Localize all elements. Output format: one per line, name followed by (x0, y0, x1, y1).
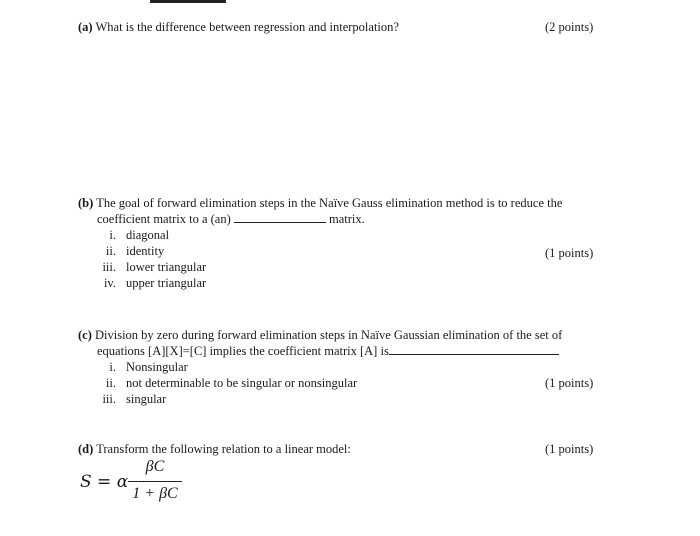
option-number: ii. (105, 244, 116, 258)
option-number: i. (109, 360, 116, 374)
option-text: singular (126, 392, 167, 406)
option-b-2 (90, 244, 164, 259)
question-c-line1 (78, 328, 562, 343)
question-a-points: (2 points) (545, 20, 594, 34)
question-b-points: (1 points) (545, 246, 594, 260)
top-rule (150, 0, 226, 3)
option-c-3 (90, 392, 166, 407)
answer-blank-c[interactable] (389, 345, 559, 355)
option-text: Nonsingular (126, 360, 188, 374)
option-number: i. (109, 228, 116, 242)
option-b-3 (90, 260, 206, 275)
question-a (78, 20, 399, 35)
question-c-label: (c) (78, 328, 92, 342)
option-text: not determinable to be singular or nonsingular (126, 376, 358, 390)
question-b-line1 (78, 196, 562, 211)
option-number: iii. (102, 392, 116, 406)
option-c-2 (90, 376, 357, 391)
option-text: diagonal (126, 228, 170, 242)
option-c-1 (90, 360, 188, 375)
fraction-bar (128, 481, 182, 482)
question-b-text-line1: The goal of forward elimination steps in the Naïve Gauss elimination method is to reduce the (96, 196, 563, 210)
question-d-label: (d) (78, 442, 94, 456)
question-d-text: Transform the following relation to a linear model: (96, 442, 351, 456)
question-b-line2 (97, 212, 365, 227)
option-b-4 (90, 276, 206, 291)
option-text: lower triangular (126, 260, 207, 274)
question-c-points: (1 points) (545, 376, 594, 390)
option-text: identity (126, 244, 165, 258)
question-b-text-line2-post: matrix. (328, 212, 365, 226)
question-b-text-line2-pre: coefficient matrix to a (an) (97, 212, 231, 226)
option-number: iv. (103, 276, 116, 290)
question-a-label: (a) (78, 20, 93, 34)
question-c-text-line2: equations [A][X]=[C] implies the coefficient matrix [A] is (97, 344, 389, 358)
equation-denominator: 1 + βC (132, 485, 178, 502)
equation-lhs: S = α (80, 472, 129, 492)
option-b-1 (90, 228, 169, 243)
option-number: iii. (102, 260, 116, 274)
question-a-text: What is the difference between regression and interpolation? (95, 20, 399, 34)
option-text: upper triangular (126, 276, 207, 290)
answer-blank-b[interactable] (234, 213, 326, 223)
question-d (78, 442, 351, 457)
equation-numerator: βC (145, 458, 165, 475)
question-c-line2 (97, 344, 559, 359)
question-c-text-line1: Division by zero during forward elimination steps in Naïve Gaussian elimination of the set of (95, 328, 563, 342)
question-b-label: (b) (78, 196, 94, 210)
question-d-points: (1 points) (545, 442, 594, 456)
option-number: ii. (105, 376, 116, 390)
